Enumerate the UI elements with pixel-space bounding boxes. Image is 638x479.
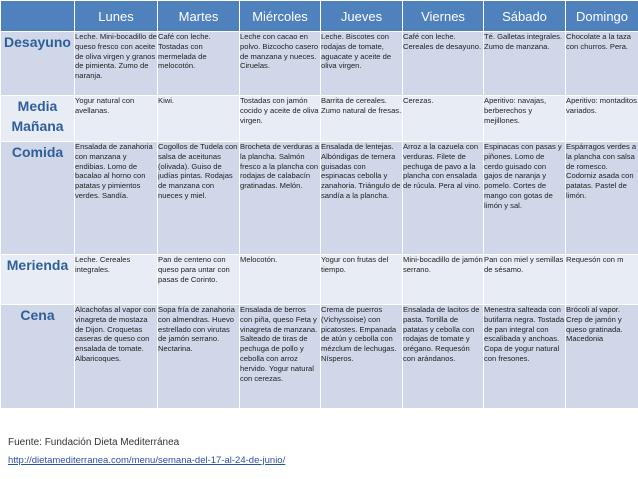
menu-cell: Té. Galletas integrales. Zumo de manzana. bbox=[484, 32, 566, 96]
day-header-viernes: Viernes bbox=[403, 1, 484, 32]
menu-cell: Arroz a la cazuela con verduras. Filete de pechuga de pavo a la plancha con ensalada de rúcula. Pera al vino. bbox=[403, 142, 484, 255]
menu-cell: Yogur con frutas del tiempo. bbox=[321, 255, 403, 305]
meal-label-comida: Comida bbox=[1, 142, 75, 255]
menu-cell: Brocheta de verduras a la plancha. Salmón fresco a la plancha con rodajas de calabacín gratinadas. Melón. bbox=[240, 142, 321, 255]
day-header-jueves: Jueves bbox=[321, 1, 403, 32]
menu-cell: Barrita de cereales. Zumo natural de fresas. bbox=[321, 96, 403, 142]
meal-label-cena: Cena bbox=[1, 305, 75, 409]
menu-cell: Leche. Mini-bocadillo de queso fresco con aceite de oliva virgen y granos de pimienta. Zumo de naranja. bbox=[75, 32, 158, 96]
menu-cell: Cerezas. bbox=[403, 96, 484, 142]
meal-row-merienda bbox=[1, 255, 638, 305]
menu-cell: Ensalada de lacitos de pasta. Tortilla de patatas y cebolla con rodajas de tomate y orégano. Requesón con arándanos. bbox=[403, 305, 484, 409]
day-header-lunes: Lunes bbox=[75, 1, 158, 32]
header-corner bbox=[1, 1, 75, 32]
menu-cell: Leche. Cereales integrales. bbox=[75, 255, 158, 305]
menu-cell: Aperitivo: montaditos variados. bbox=[566, 96, 638, 142]
meal-row-desayuno bbox=[1, 32, 638, 96]
source-credit: Fuente: Fundación Dieta Mediterránea bbox=[8, 437, 180, 448]
menu-cell: Aperitivo: navajas, berberechos y mejillones. bbox=[484, 96, 566, 142]
meal-label-media-manana: Media Mañana bbox=[1, 96, 75, 142]
menu-cell: Requesón con m bbox=[566, 255, 638, 305]
menu-cell: Menestra salteada con butifarra negra. Tostada de pan integral con escalibada y anchoas. Copa de yogur natural con fresones. bbox=[484, 305, 566, 409]
menu-cell: Espárragos verdes a la plancha con salsa de romesco. Codorniz asada con patatas. Pastel de limón. bbox=[566, 142, 638, 255]
meal-label-merienda: Merienda bbox=[1, 255, 75, 305]
menu-cell: Crema de puerros (Vichyssoise) con picatostes. Empanada de atún y cebolla con mézclum de lechugas. Nísperos. bbox=[321, 305, 403, 409]
day-header-domingo: Domingo bbox=[566, 1, 638, 32]
day-header-sabado: Sábado bbox=[484, 1, 566, 32]
menu-cell: Alcachofas al vapor con vinagreta de mostaza de Dijon. Croquetas caseras de queso con ensalada de tomate. Albaricoques. bbox=[75, 305, 158, 409]
day-header-miercoles: Miércoles bbox=[240, 1, 321, 32]
day-header-martes: Martes bbox=[158, 1, 240, 32]
menu-cell: Melocotón. bbox=[240, 255, 321, 305]
menu-cell: Ensalada de lentejas. Albóndigas de ternera guisadas con espinacas cebolla y zanahoria. Triángulo de sandía a la plancha. bbox=[321, 142, 403, 255]
menu-cell: Mini-bocadillo de jamón serrano. bbox=[403, 255, 484, 305]
menu-cell: Brócoli al vapor. Crep de jamón y queso gratinada. Macedonia bbox=[566, 305, 638, 409]
meal-row-comida bbox=[1, 142, 638, 255]
menu-cell: Chocolate a la taza con churros. Pera. bbox=[566, 32, 638, 96]
menu-cell: Café con leche. Cereales de desayuno. bbox=[403, 32, 484, 96]
menu-cell: Kiwi. bbox=[158, 96, 240, 142]
menu-cell: Leche. Biscotes con rodajas de tomate, aguacate y aceite de oliva virgen. bbox=[321, 32, 403, 96]
source-link[interactable]: http://dietamediterranea.com/menu/semana-del-17-al-24-de-junio/ bbox=[8, 455, 286, 466]
menu-cell: Espinacas con pasas y piñones. Lomo de cerdo guisado con gajos de naranja y pomelo. Cortes de mango con gotas de limón y sal. bbox=[484, 142, 566, 255]
meal-row-media-manana bbox=[1, 96, 638, 142]
menu-cell: Café con leche. Tostadas con mermelada de melocotón. bbox=[158, 32, 240, 96]
menu-cell: Sopa fría de zanahoria con almendras. Huevo estrellado con virutas de jamón serrano. Nectarina. bbox=[158, 305, 240, 409]
menu-cell: Ensalada de zanahoria con manzana y endibias. Lomo de bacalao al horno con patatas y pimientos verdes. Sandía. bbox=[75, 142, 158, 255]
menu-cell: Leche con cacao en polvo. Bizcocho casero de manzana y nueces. Ciruelas. bbox=[240, 32, 321, 96]
meal-row-cena bbox=[1, 305, 638, 409]
menu-cell: Tostadas con jamón cocido y aceite de oliva virgen. bbox=[240, 96, 321, 142]
menu-cell: Yogur natural con avellanas. bbox=[75, 96, 158, 142]
menu-cell: Pan de centeno con queso para untar con pasas de Corinto. bbox=[158, 255, 240, 305]
menu-cell: Cogollos de Tudela con salsa de aceitunas (olivada). Guiso de judías pintas. Rodajas de manzana con nueces y miel. bbox=[158, 142, 240, 255]
header-row bbox=[1, 1, 638, 32]
meal-label-desayuno: Desayuno bbox=[1, 32, 75, 96]
menu-cell: Ensalada de berros con piña, queso Feta y vinagreta de manzana. Salteado de tiras de pechuga de pollo y cebolla con arroz hervido. Yogur natural con cerezas. bbox=[240, 305, 321, 409]
menu-cell: Pan con miel y semillas de sésamo. bbox=[484, 255, 566, 305]
